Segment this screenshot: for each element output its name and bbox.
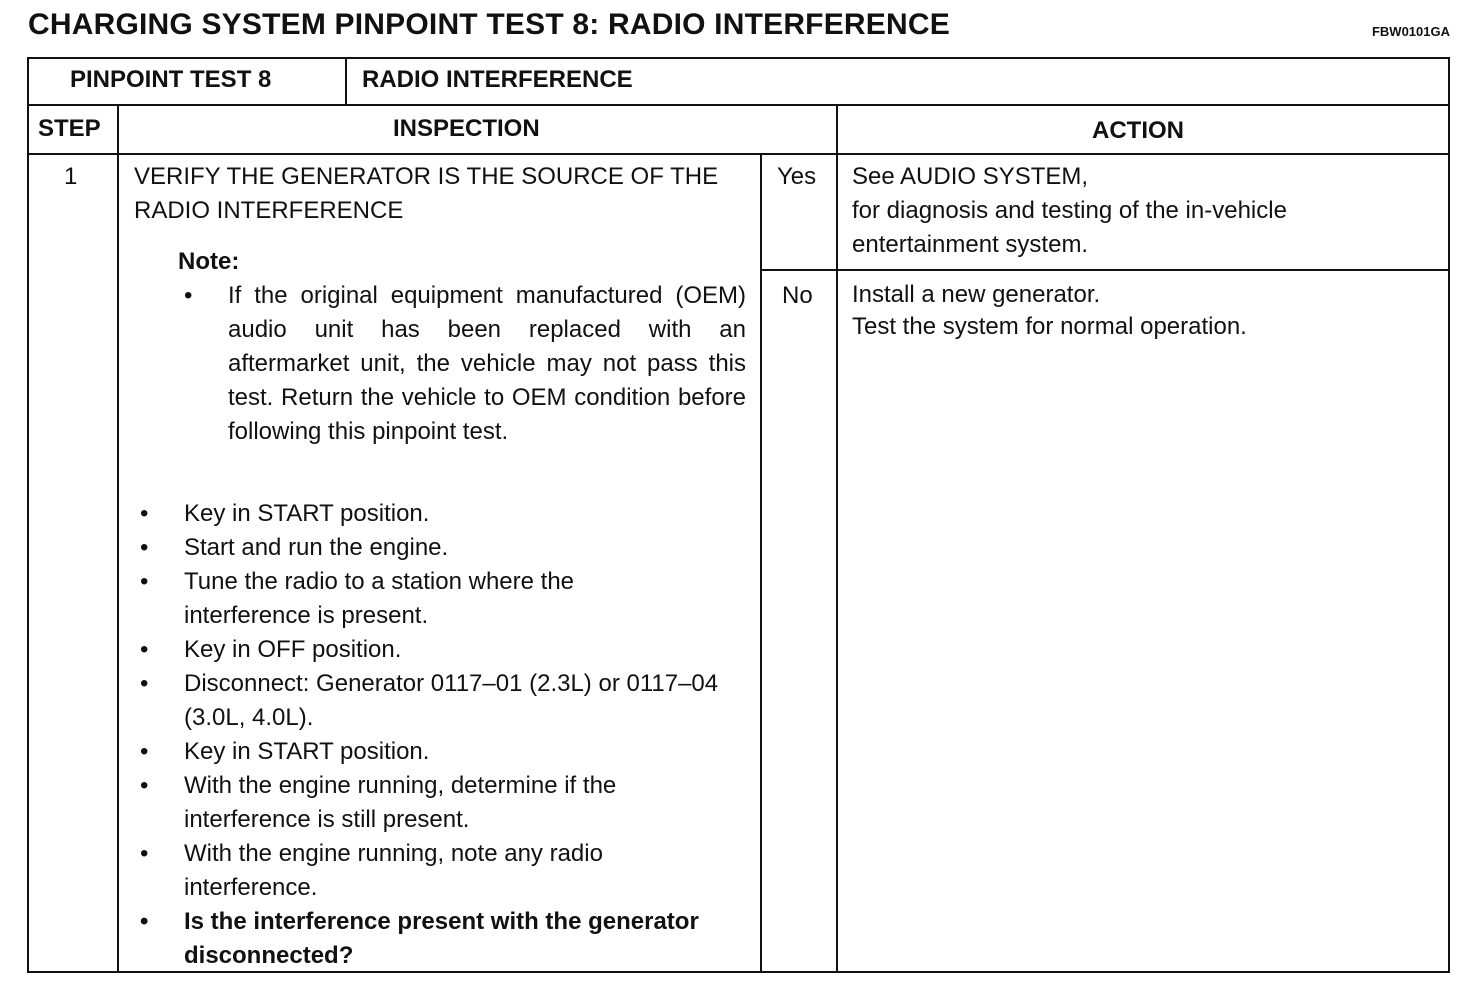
bullet-icon: • [140,772,149,799]
procedure-item [134,531,746,565]
rule-step-col [117,104,119,973]
figure-code: FBW0101GA [1371,24,1450,39]
rule-yes-no [760,269,1450,271]
bullet-icon: • [140,670,149,697]
bullet-icon: • [140,840,149,867]
bullet-icon: • [140,568,149,595]
procedure-text: Key in OFF position. [184,636,402,663]
procedure-item [134,769,704,837]
note-label: Note: [178,248,240,275]
question-text: Is the interference present with the generator disconnected? [184,908,699,969]
rule-title-row [27,104,1450,106]
bullet-icon: • [184,282,193,309]
action-no [852,279,1247,343]
rule-action-col [836,104,838,973]
rule-header-row [27,153,1450,155]
test-label: PINPOINT TEST 8 [70,66,272,93]
procedure-item [134,565,664,633]
bullet-icon: • [140,534,149,561]
answer-no: No [782,282,813,309]
procedure-item [134,837,704,905]
note-item [178,279,746,449]
procedure-text: Key in START position. [184,500,430,527]
procedure-text: Start and run the engine. [184,534,449,561]
rule-answer-col [760,153,762,973]
procedure-text: Tune the radio to a station where the interference is present. [184,568,575,629]
action-yes [852,160,1287,262]
rule-test-label [345,57,347,105]
answer-yes: Yes [777,163,817,190]
procedure-item [134,497,746,531]
bullet-icon: • [140,908,149,935]
inspection-title: VERIFY THE GENERATOR IS THE SOURCE OF THE RADIO INTERFERENCE [134,163,719,224]
action-no-line: Install a new generator. [852,281,1101,308]
page-title: CHARGING SYSTEM PINPOINT TEST 8: RADIO INTERFERENCE [28,8,950,41]
action-yes-line: for diagnosis and testing of the in-vehicle [852,197,1287,224]
procedure-item [134,667,724,735]
action-yes-line: entertainment system. [852,231,1089,258]
procedure-item [134,735,746,769]
procedure-list [134,497,746,973]
note-text: If the original equipment manufactured (OEM) audio unit has been replaced with an aftermarket unit, the vehicle may not pass this test. Return the vehicle to OEM condition before following this pinpoint test. [228,282,746,445]
procedure-question [134,905,724,973]
test-name: RADIO INTERFERENCE [362,66,633,93]
procedure-text: With the engine running, determine if the interference is still present. [184,772,617,833]
bullet-icon: • [140,500,149,527]
procedure-text: With the engine running, note any radio interference. [184,840,603,901]
step-number: 1 [64,163,78,190]
bullet-icon: • [140,738,149,765]
action-no-line: Test the system for normal operation. [852,313,1247,340]
procedure-item [134,633,746,667]
column-header-inspection: INSPECTION [393,115,540,142]
procedure-text: Disconnect: Generator 0117–01 (2.3L) or 0117–04 (3.0L, 4.0L). [184,670,719,731]
procedure-text: Key in START position. [184,738,430,765]
note-list [178,279,746,449]
action-yes-line: See AUDIO SYSTEM, [852,163,1089,190]
column-header-step: STEP [38,115,101,142]
column-header-action: ACTION [1092,117,1184,144]
bullet-icon: • [140,636,149,663]
